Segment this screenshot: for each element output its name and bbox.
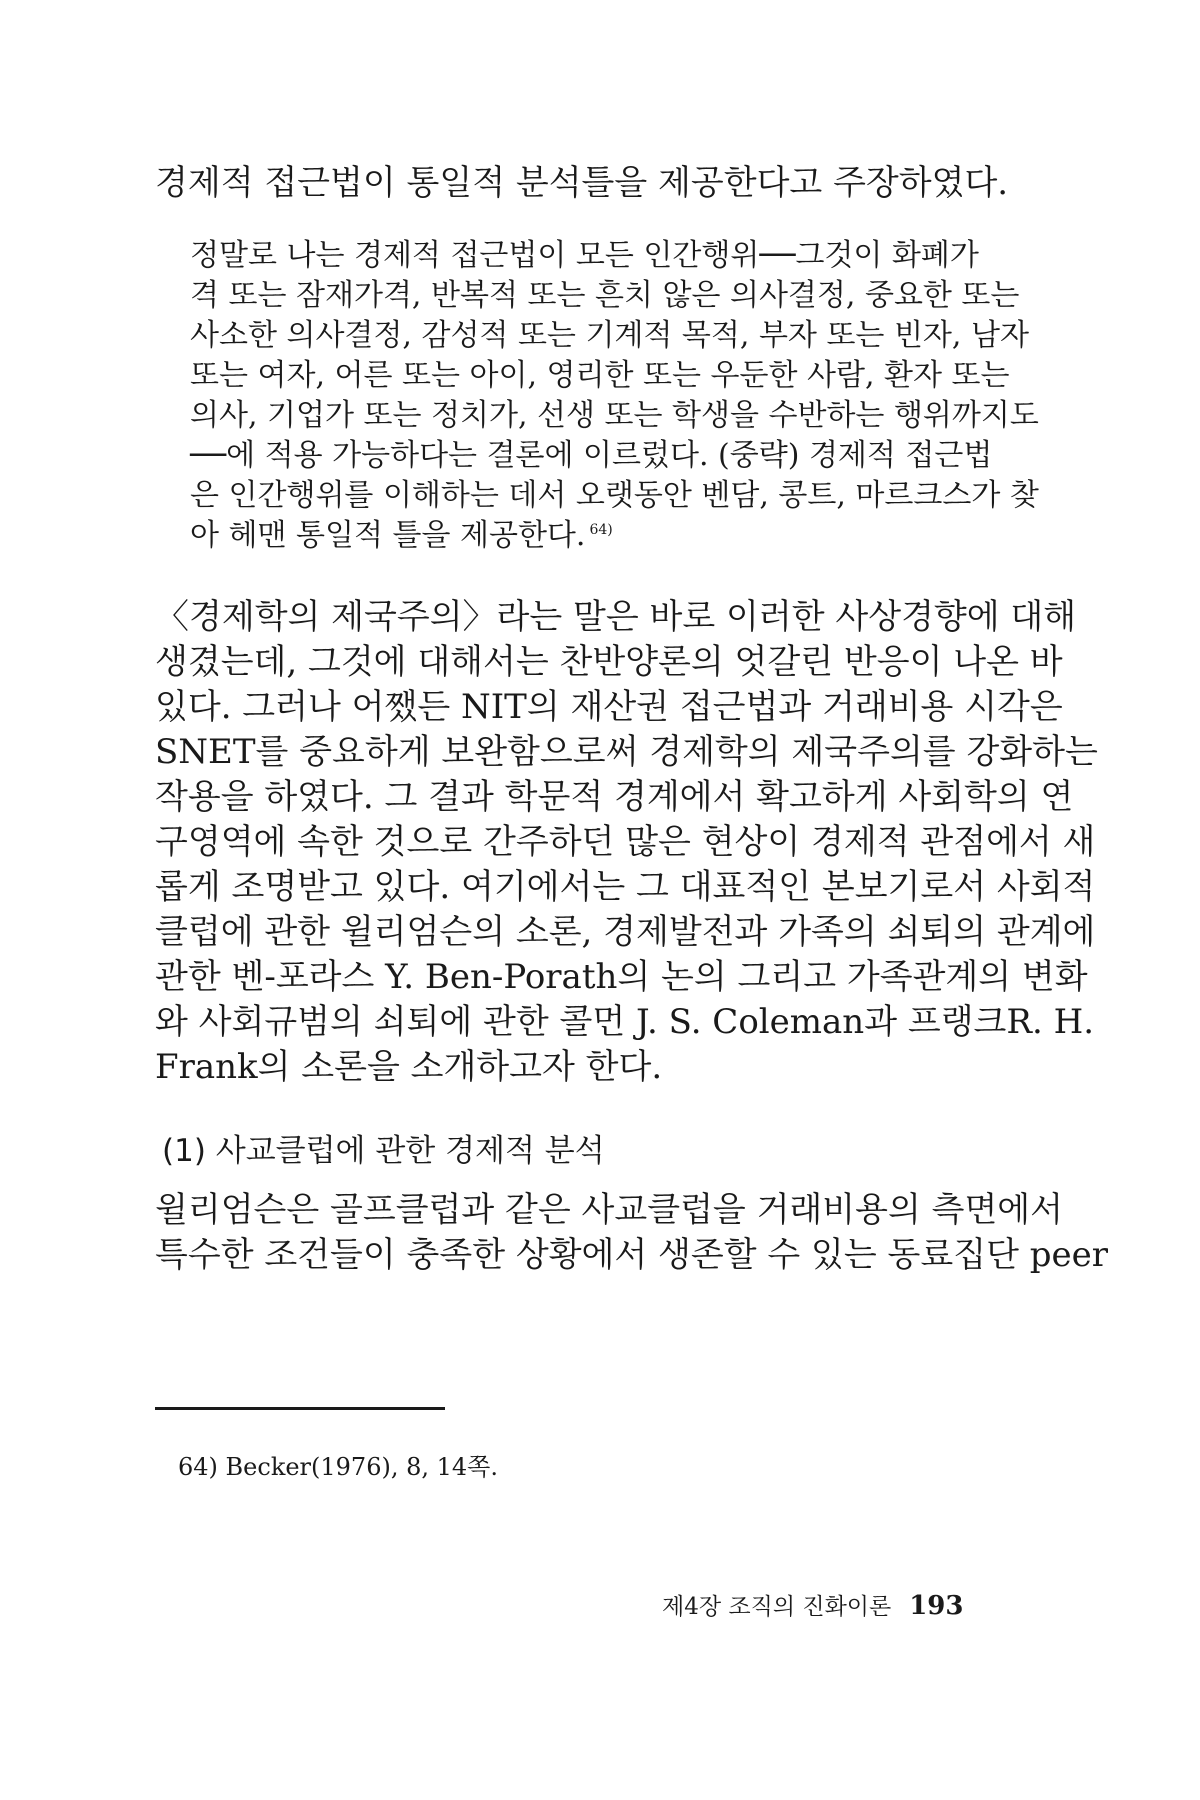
footnote-reference: 64) <box>589 522 613 538</box>
running-footer <box>662 1588 964 1621</box>
footnote-divider <box>155 1407 445 1410</box>
quote-line: 또는 여자, 어른 또는 아이, 영리한 또는 우둔한 사람, 환자 또는 <box>190 358 1010 393</box>
paragraph-top: 경제적 접근법이 통일적 분석틀을 제공한다고 주장하였다. <box>155 163 1009 203</box>
quote-line: 사소한 의사결정, 감성적 또는 기계적 목적, 부자 또는 빈자, 남자 <box>190 318 1029 353</box>
paragraph-line: 클럽에 관한 윌리엄슨의 소론, 경제발전과 가족의 쇠퇴의 관계에 <box>155 912 1096 952</box>
footnote: 64) Becker(1976), 8, 14쪽. <box>178 1453 498 1481</box>
paragraph-line: 관한 벤-포라스 Y. Ben-Porath의 논의 그리고 가족관계의 변화 <box>155 957 1088 997</box>
section-heading: (1) 사교클럽에 관한 경제적 분석 <box>162 1133 605 1169</box>
paragraph-line: 있다. 그러나 어쨌든 NIT의 재산권 접근법과 거래비용 시각은 <box>155 687 1063 727</box>
paragraph-line: 와 사회규범의 쇠퇴에 관한 콜먼 J. S. Coleman과 프랭크R. H. <box>155 1002 1095 1042</box>
paragraph-line: 작용을 하였다. 그 결과 학문적 경계에서 확고하게 사회학의 연 <box>155 777 1074 817</box>
quote-line: 격 또는 잠재가격, 반복적 또는 흔치 않은 의사결정, 중요한 또는 <box>190 278 1020 313</box>
chapter-title: 제4장 조직의 진화이론 <box>662 1594 892 1620</box>
paragraph-line: 구영역에 속한 것으로 간주하던 많은 현상이 경제적 관점에서 새 <box>155 822 1096 862</box>
quote-text: 아 헤맨 통일적 틀을 제공한다. <box>190 518 586 553</box>
paragraph-line: SNET를 중요하게 보완함으로써 경제학의 제국주의를 강화하는 <box>155 732 1098 772</box>
paragraph-line: Frank의 소론을 소개하고자 한다. <box>155 1047 663 1087</box>
quote-line: 은 인간행위를 이해하는 데서 오랫동안 벤담, 콩트, 마르크스가 찾 <box>190 478 1039 513</box>
quote-line: 정말로 나는 경제적 접근법이 모든 인간행위──그것이 화폐가 <box>190 238 979 273</box>
paragraph-line: 〈경제학의 제국주의〉라는 말은 바로 이러한 사상경향에 대해 <box>155 597 1077 637</box>
paragraph-line: 롭게 조명받고 있다. 여기에서는 그 대표적인 본보기로서 사회적 <box>155 867 1096 907</box>
quote-line-last <box>190 518 1040 554</box>
paragraph-line: 생겼는데, 그것에 대해서는 찬반양론의 엇갈린 반응이 나온 바 <box>155 642 1063 682</box>
quote-line: 의사, 기업가 또는 정치가, 선생 또는 학생을 수반하는 행위까지도 <box>190 398 1039 433</box>
paragraph-line: 특수한 조건들이 충족한 상황에서 생존할 수 있는 동료집단 peer <box>155 1235 1108 1275</box>
page-number: 193 <box>909 1591 964 1621</box>
quote-line: ──에 적용 가능하다는 결론에 이르렀다. (중략) 경제적 접근법 <box>190 438 993 473</box>
paragraph-line: 윌리엄슨은 골프클럽과 같은 사교클럽을 거래비용의 측면에서 <box>155 1190 1063 1230</box>
